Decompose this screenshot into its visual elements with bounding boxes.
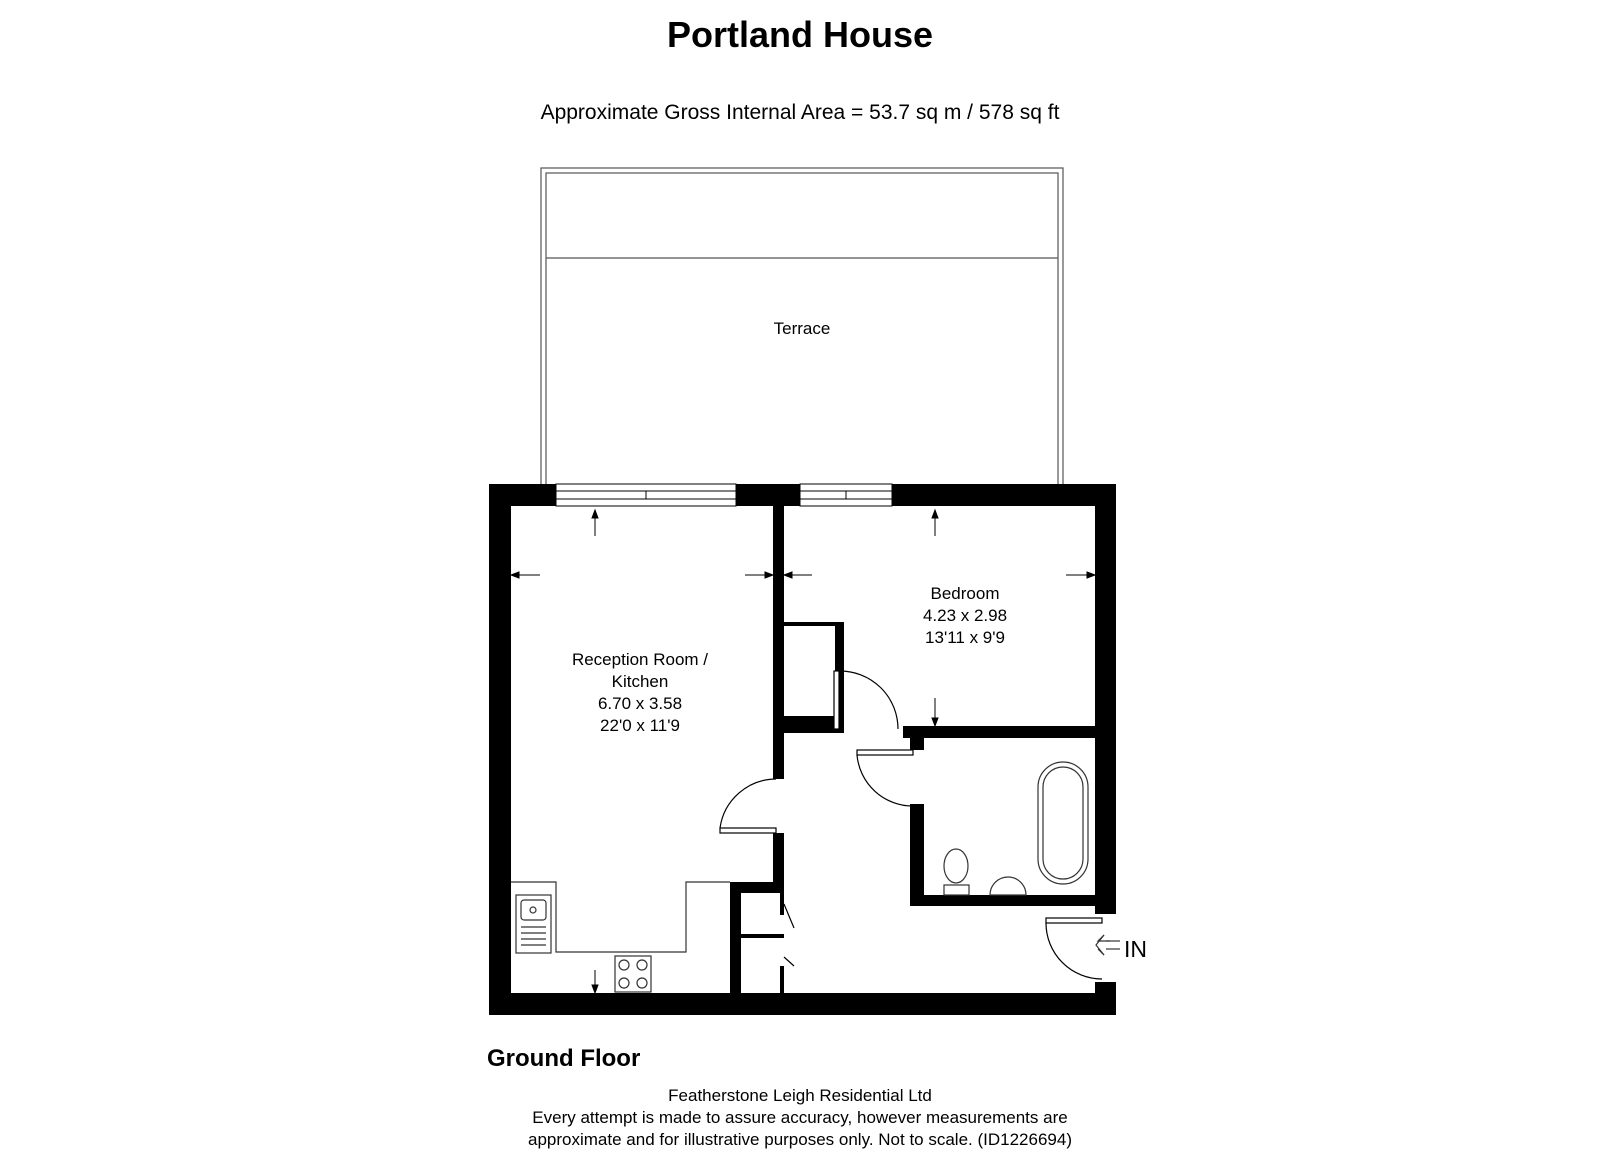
- gross-area: Approximate Gross Internal Area = 53.7 sq m / 578 sq ft: [540, 101, 1060, 124]
- bedroom-name: Bedroom: [930, 584, 1000, 603]
- footer-company: Featherstone Leigh Residential Ltd: [668, 1086, 932, 1105]
- entrance-label: IN: [1124, 936, 1147, 962]
- footer-disclaimer-1: Every attempt is made to assure accuracy, however measurements are: [532, 1108, 1068, 1127]
- floor-label: Ground Floor: [487, 1045, 641, 1072]
- outer-walls: [489, 484, 1116, 1015]
- bedroom-label: [890, 583, 1040, 649]
- plan-title: Portland House: [666, 14, 934, 55]
- reception-room-metric: 6.70 x 3.58: [597, 694, 683, 713]
- hob-icon: [615, 956, 651, 992]
- kitchen-units: [511, 882, 730, 953]
- entrance-arrow-icon: [1096, 935, 1120, 955]
- footer-disclaimer-2: approximate and for illustrative purposes only. Not to scale. (ID1226694): [528, 1130, 1072, 1149]
- reception-room-name: Reception Room /: [571, 650, 709, 669]
- terrace-label: Terrace: [773, 319, 831, 338]
- windows: [556, 484, 892, 506]
- toilet-icon: [944, 849, 969, 895]
- basin-icon: [990, 877, 1026, 895]
- reception-room-imperial: 22'0 x 11'9: [600, 716, 680, 735]
- bath-icon: [1038, 762, 1088, 884]
- reception-room-name-2: Kitchen: [611, 672, 669, 691]
- bedroom-metric: 4.23 x 2.98: [922, 606, 1008, 625]
- bedroom-imperial: 13'11 x 9'9: [925, 628, 1005, 647]
- reception-room-label: [540, 649, 740, 737]
- footer: [450, 1085, 1150, 1151]
